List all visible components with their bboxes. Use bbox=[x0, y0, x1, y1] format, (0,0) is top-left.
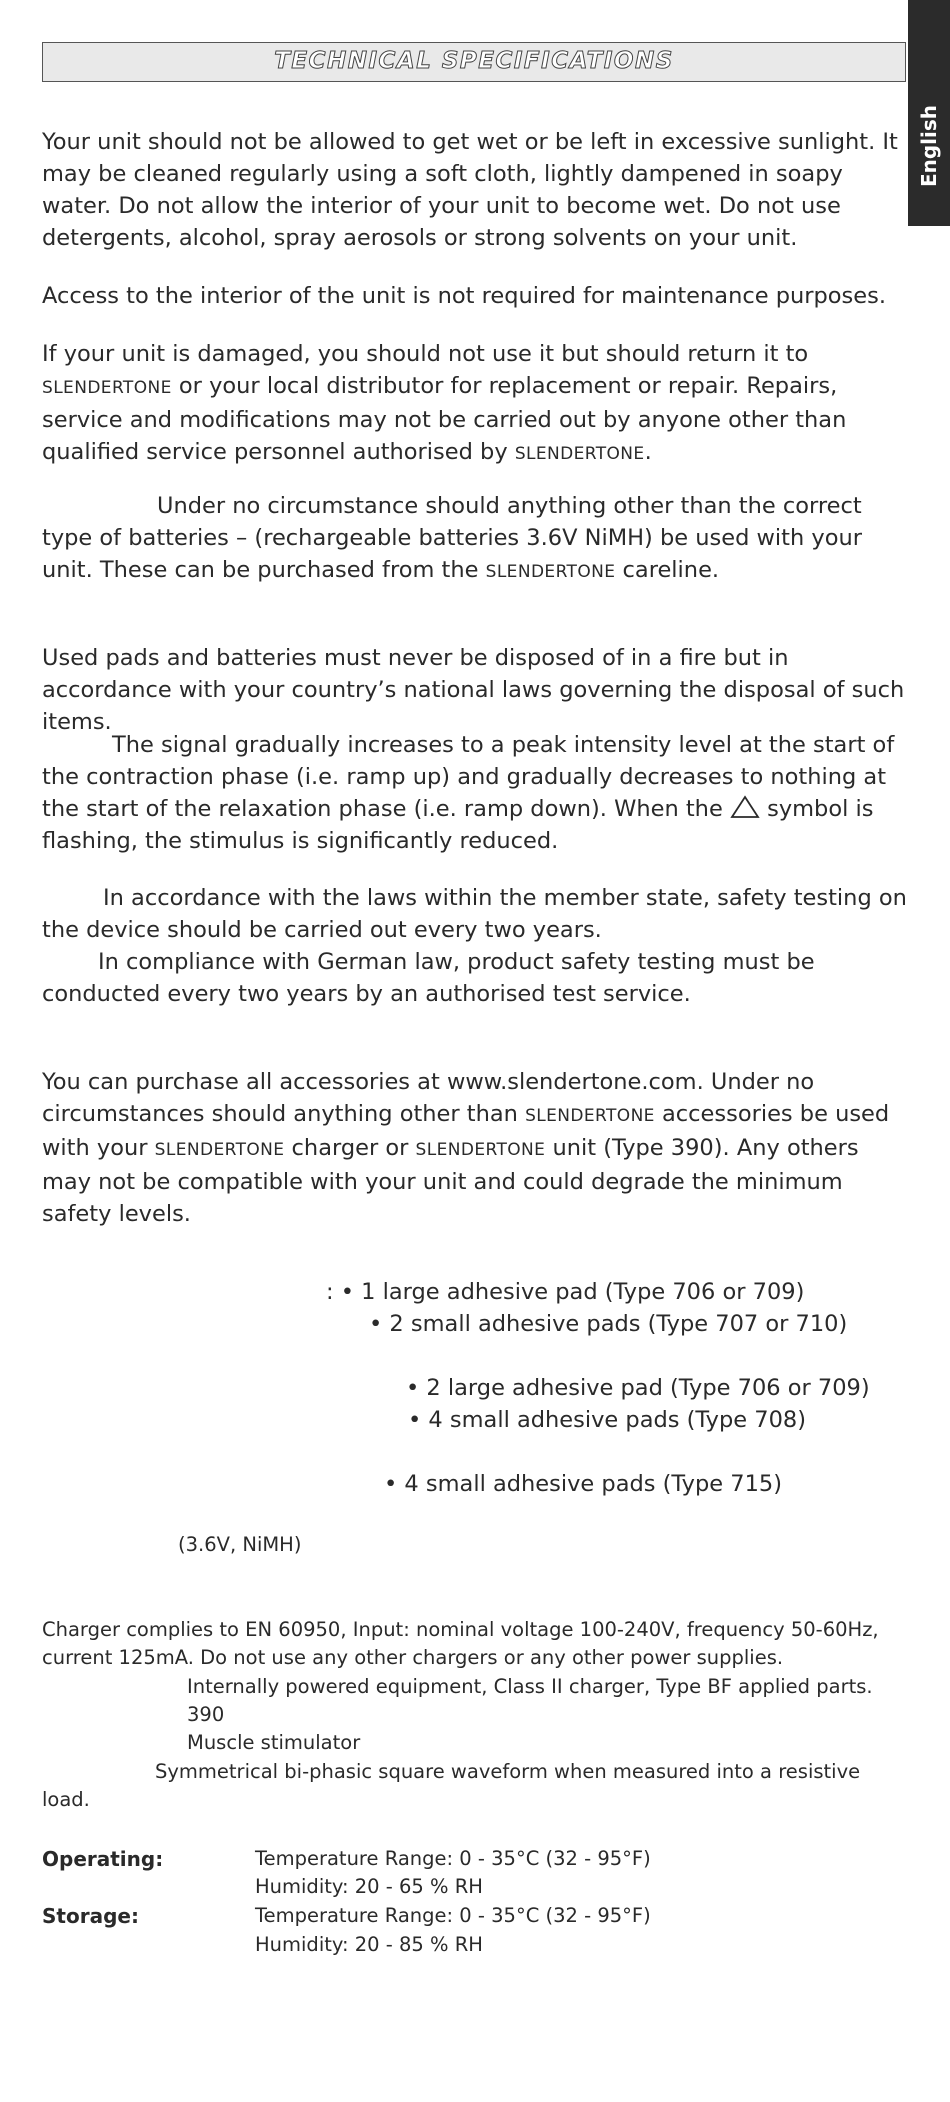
batteries-text-1: Under no circumstance should anything other than the correct type of batteries – (rechargeable batteries 3.6V NiMH) be used with your unit. These can be purchased from the bbox=[42, 493, 862, 583]
language-tab-label: English bbox=[917, 104, 941, 188]
repair-paragraph bbox=[42, 338, 910, 470]
operating-label: Operating: bbox=[42, 1847, 164, 1871]
repair-text-3: . bbox=[644, 439, 652, 465]
waveform-spec: Symmetrical bi-phasic square waveform when measured into a resistive bbox=[155, 1760, 861, 1783]
operating-humidity: Humidity: 20 - 65 % RH bbox=[255, 1875, 483, 1898]
batteries-paragraph bbox=[42, 490, 910, 588]
brand-name: SLENDERTONE bbox=[42, 378, 172, 398]
german-law-paragraph: In compliance with German law, product safety testing must be conducted every two years by an authorised test service. bbox=[42, 949, 815, 1007]
equipment-spec: Internally powered equipment, Class II charger, Type BF applied parts. bbox=[187, 1675, 873, 1698]
care-paragraph: Your unit should not be allowed to get wet or be left in excessive sunlight. It may be cleaned regularly using a soft cloth, lightly dampened in soapy water. Do not allow the interior of your unit to become wet. Do not use detergents, alcohol, spray aerosols or strong solvents on your unit. bbox=[42, 129, 898, 251]
accessory-item: • 4 small adhesive pads (Type 715) bbox=[384, 1471, 782, 1497]
warning-triangle-icon bbox=[730, 795, 760, 819]
brand-name: SLENDERTONE bbox=[525, 1106, 655, 1126]
operating-temp: Temperature Range: 0 - 35°C (32 - 95°F) bbox=[255, 1847, 651, 1870]
signal-text-1: The signal gradually increases to a peak intensity level at the start of the contraction phase (i.e. ramp up) and gradually decreases to nothing at the start of the relaxation phase (i.e. ramp down). When the bbox=[42, 732, 895, 822]
maintenance-paragraph: Access to the interior of the unit is not required for maintenance purposes. bbox=[42, 283, 886, 309]
accessories-paragraph bbox=[42, 1066, 910, 1230]
accessories-text-3: charger or bbox=[284, 1135, 416, 1161]
waveform-spec-cont: load. bbox=[42, 1788, 90, 1811]
purpose-spec: Muscle stimulator bbox=[187, 1731, 361, 1754]
accessory-item: : • 1 large adhesive pad (Type 706 or 709) bbox=[326, 1279, 805, 1305]
page-title: TECHNICAL SPECIFICATIONS bbox=[42, 42, 906, 82]
disposal-paragraph: Used pads and batteries must never be disposed of in a fire but in accordance with your country’s national laws governing the disposal of such items. bbox=[42, 645, 905, 735]
brand-name: SLENDERTONE bbox=[154, 1140, 285, 1160]
brand-name: SLENDERTONE bbox=[485, 562, 616, 582]
language-tab bbox=[908, 0, 950, 226]
charger-spec: Charger complies to EN 60950, Input: nominal voltage 100-240V, frequency 50-60Hz, current 125mA. Do not use any other chargers or any other power supplies. bbox=[42, 1618, 879, 1669]
storage-label: Storage: bbox=[42, 1904, 139, 1928]
accessories-text-4: unit (Type 390). Any others may not be compatible with your unit and could degrade the minimum safety levels. bbox=[42, 1135, 859, 1227]
accessory-item: • 2 large adhesive pad (Type 706 or 709) bbox=[406, 1375, 870, 1401]
storage-humidity: Humidity: 20 - 85 % RH bbox=[255, 1933, 483, 1956]
battery-spec: (3.6V, NiMH) bbox=[178, 1533, 302, 1556]
signal-paragraph bbox=[42, 729, 910, 857]
accessory-item: • 4 small adhesive pads (Type 708) bbox=[408, 1407, 806, 1433]
repair-text-2: or your local distributor for replacement or repair. Repairs, service and modifications may not be carried out by anyone other than qualified service personnel authorised by bbox=[42, 373, 847, 465]
safety-testing-paragraph: In accordance with the laws within the member state, safety testing on the device should be carried out every two years. bbox=[42, 885, 907, 943]
brand-name: SLENDERTONE bbox=[514, 444, 645, 464]
accessories-text-2: accessories be used with your bbox=[42, 1101, 890, 1161]
repair-text-1: If your unit is damaged, you should not use it but should return it to bbox=[42, 341, 809, 367]
batteries-text-2: careline. bbox=[615, 557, 720, 583]
accessories-text-1: You can purchase all accessories at www.slendertone.com. Under no circumstances should anything other than bbox=[42, 1069, 815, 1127]
signal-text-2: symbol is flashing, the stimulus is significantly reduced. bbox=[42, 796, 874, 854]
accessory-item: • 2 small adhesive pads (Type 707 or 710) bbox=[369, 1311, 848, 1337]
type-spec: 390 bbox=[187, 1703, 225, 1726]
storage-temp: Temperature Range: 0 - 35°C (32 - 95°F) bbox=[255, 1904, 651, 1927]
brand-name: SLENDERTONE bbox=[415, 1140, 546, 1160]
